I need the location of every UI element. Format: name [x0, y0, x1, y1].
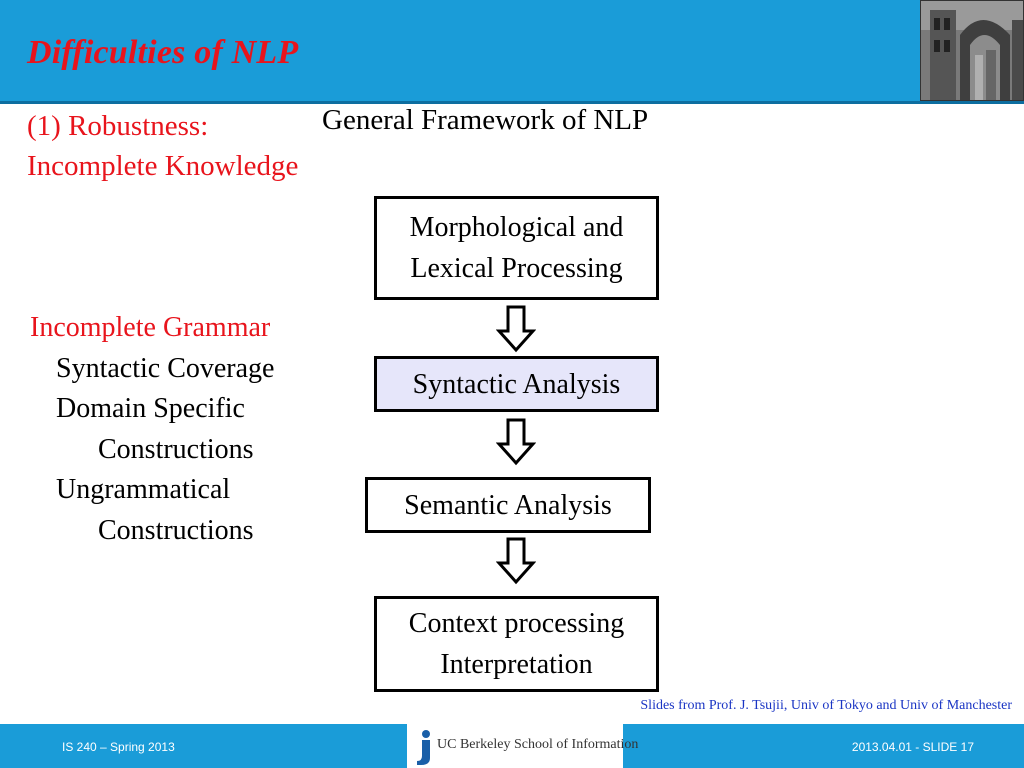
list-heading: Incomplete Grammar: [30, 312, 271, 343]
down-arrow-icon: [496, 418, 536, 466]
framework-title: General Framework of NLP: [322, 104, 649, 136]
subtitle-incomplete-knowledge: Incomplete Knowledge: [27, 150, 299, 182]
list-item: Syntactic Coverage: [56, 352, 275, 384]
context-processing-box: [374, 596, 659, 692]
syntactic-analysis-box: [374, 356, 659, 412]
box-label-line2: Lexical Processing: [410, 253, 623, 284]
morphological-lexical-box: [374, 196, 659, 300]
box-label-line1: Morphological and: [409, 212, 624, 243]
box-label-line2: Interpretation: [440, 649, 593, 680]
list-item: Constructions: [98, 514, 254, 546]
incomplete-grammar-list: [30, 308, 274, 551]
down-arrow-icon: [496, 305, 536, 353]
school-logo: [407, 724, 639, 768]
list-item: Ungrammatical: [56, 474, 231, 505]
subtitle-robustness: (1) Robustness:: [27, 110, 209, 142]
slide-title: Difficulties of NLP: [27, 34, 299, 71]
building-photo-image: [920, 0, 1024, 101]
logo-text: UC Berkeley School of Information: [437, 737, 639, 752]
box-label-line1: Context processing: [408, 608, 625, 639]
slide-number: 2013.04.01 - SLIDE 17: [851, 740, 974, 754]
school-logo-icon: [413, 728, 435, 766]
box-label: Syntactic Analysis: [412, 368, 621, 400]
list-item: Domain Specific: [56, 393, 245, 424]
semantic-analysis-box: [365, 477, 651, 533]
list-item: Constructions: [98, 433, 254, 465]
slide-credit: Slides from Prof. J. Tsujii, Univ of Tokyo and Univ of Manchester: [640, 698, 1012, 713]
building-photo: [920, 0, 1024, 101]
course-label: IS 240 – Spring 2013: [62, 740, 175, 754]
box-label: Semantic Analysis: [404, 489, 612, 521]
subtitle: [27, 106, 298, 186]
down-arrow-icon: [496, 537, 536, 585]
